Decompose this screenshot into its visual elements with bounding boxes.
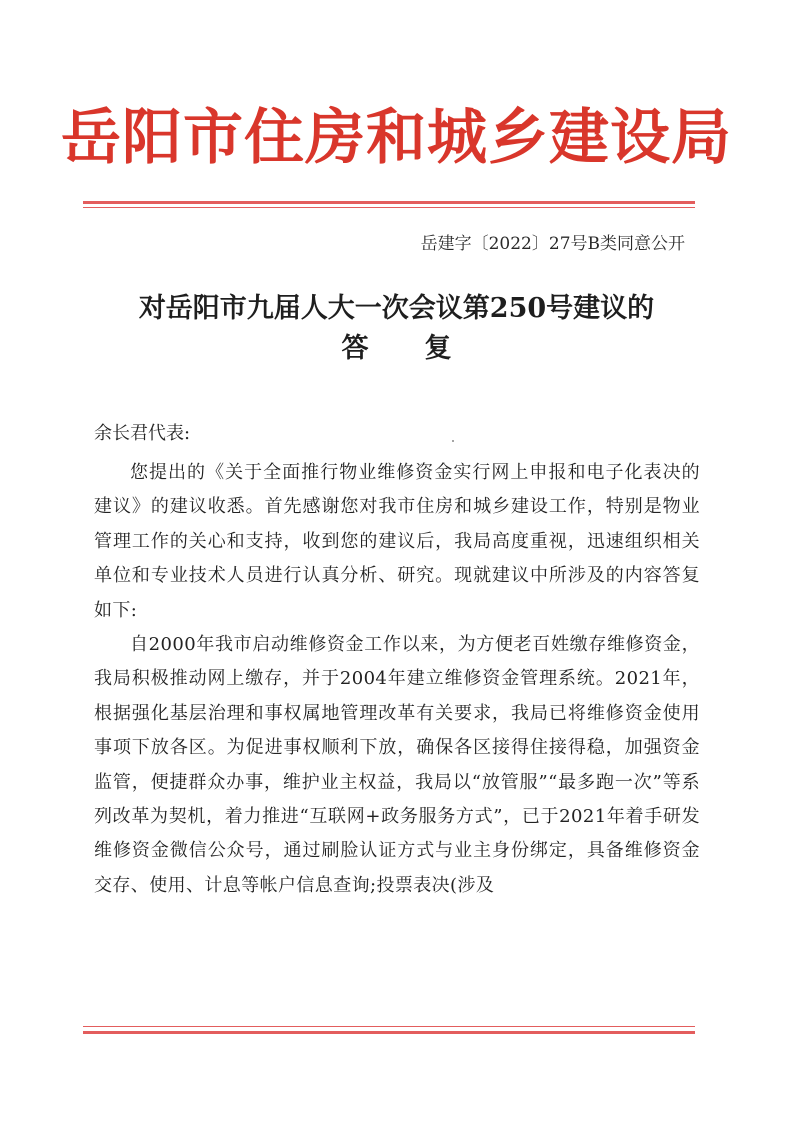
- footer-rule-thin: [83, 1026, 695, 1027]
- letterhead-title: 岳阳市住房和城乡建设局: [61, 103, 732, 173]
- salutation: 余长君代表:: [94, 423, 191, 444]
- letterhead-rule-thin: [83, 207, 695, 208]
- document-title-line-1: 对岳阳市九届人大一次会议第250号建议的: [138, 293, 655, 324]
- body-paragraph: 自2000年我市启动维修资金工作以来，为方便老百姓缴存维修资金，我局积极推动网上缴存，并于2004年建立维修资金管理系统。2021年，根据强化基层治理和事权属地管理改革有关要求，我局已将维修资金使用事项下放各区。为促进事权顺利下放，确保各区接得住接得稳，加强资金监管，便捷群众办事，维护业主权益，我局以“放管服”“最多跑一次”等系列改革为契机，着力推进“互联网+政务服务方式”，已于2021年着手研发维修资金微信公众号，通过刷脸认证方式与业主身份绑定，具备维修资金交存、使用、计息等帐户信息查询;投票表决(涉及: [94, 634, 700, 896]
- footer-rule-thick: [83, 1031, 695, 1034]
- letterhead-rule-thick: [83, 201, 695, 204]
- document-title-line-2: 答复: [341, 333, 508, 364]
- body-paragraph: 您提出的《关于全面推行物业维修资金实行网上申报和电子化表决的建议》的建议收悉。首先感谢您对我市住房和城乡建设工作，特别是物业管理工作的关心和支持，收到您的建议后，我局高度重视，迅速组织相关单位和专业技术人员进行认真分析、研究。现就建议中所涉及的内容答复如下:: [94, 462, 700, 621]
- document-number: 岳建字〔2022〕27号B类同意公开: [420, 234, 685, 254]
- page-mark: [452, 440, 454, 442]
- body-text: [94, 456, 700, 903]
